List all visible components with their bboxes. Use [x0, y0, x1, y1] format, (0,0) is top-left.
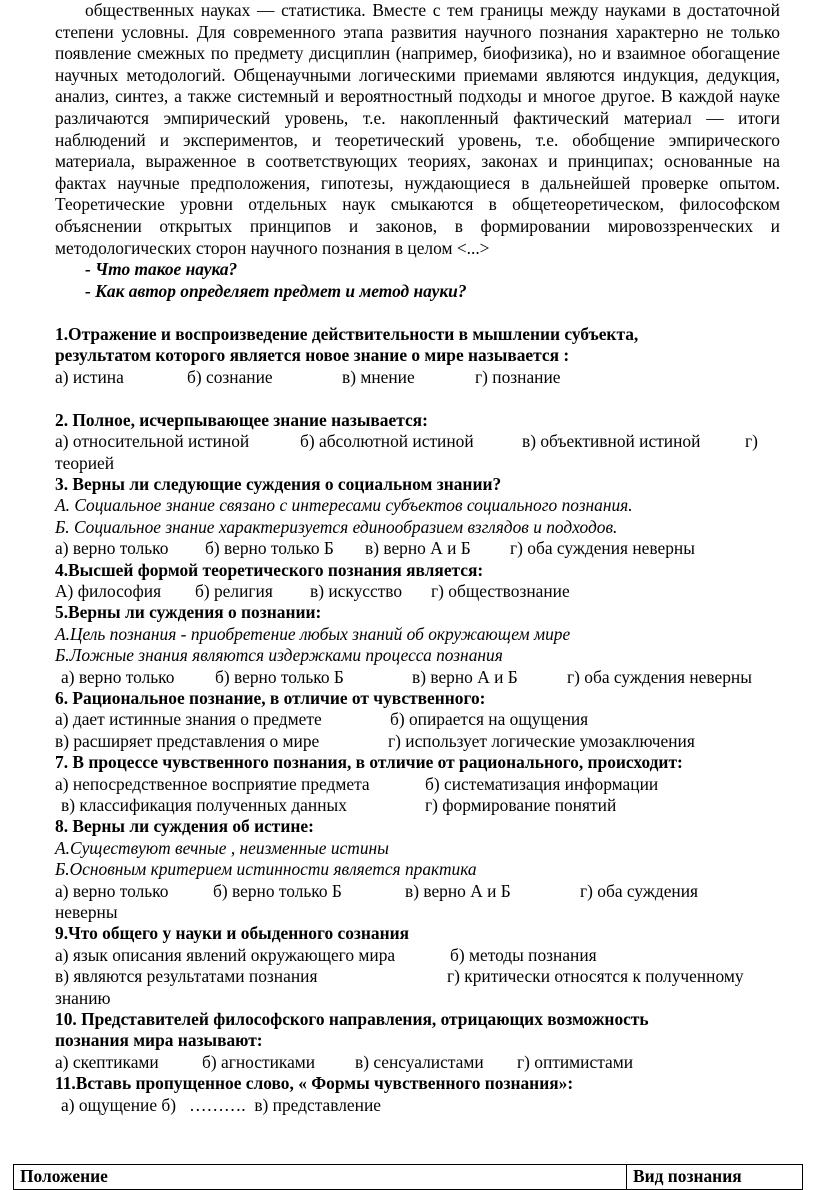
question-9-options-row2: [55, 966, 780, 987]
table-header-position: Положение: [14, 1165, 627, 1190]
option-a: а) язык описания явлений окружающего мира: [55, 944, 396, 965]
question-3-options: [55, 538, 780, 559]
question-4: [55, 560, 780, 603]
statement-b: Б.Ложные знания являются издержками процесса познания: [55, 645, 503, 666]
question-2-title: [55, 410, 780, 431]
question-6-title: 6. Рациональное познание, в отличие от чувственного:: [55, 687, 486, 708]
answer-table: [13, 1164, 803, 1190]
question-10: [55, 1009, 780, 1073]
question-1: [55, 324, 780, 388]
question-1-options: [55, 367, 780, 388]
document-page: [55, 0, 780, 1116]
option-b: б) методы познания: [450, 944, 597, 965]
statement-a: А.Цель познания - приобретение любых знаний об окружающем мире: [55, 623, 571, 644]
question-1-title-line1: 1.Отражение и воспроизведение действительности в мышлении субъекта,: [55, 323, 639, 344]
option-c: в) искусство: [310, 580, 403, 601]
intro-question-1: - Что такое наука?: [85, 259, 238, 280]
option-d: г) оба суждения неверны: [510, 538, 695, 559]
option-b: б) агностиками: [202, 1051, 316, 1072]
question-10-title-line1: 10. Представителей философского направления, отрицающих возможность: [55, 1008, 649, 1029]
table-header-knowledge-type: Вид познания: [627, 1165, 803, 1190]
statement-b: Б. Социальное знание характеризуется единообразием взглядов и подходов.: [55, 516, 618, 537]
question-3-title: 3. Верны ли следующие суждения о социальном знании?: [55, 473, 502, 494]
option-b: б) сознание: [187, 366, 273, 387]
option-c: в) верно А и Б: [365, 538, 471, 559]
question-8-title: 8. Верны ли суждения об истине:: [55, 816, 314, 837]
option-d: г) критически относятся к полученному: [447, 966, 744, 987]
question-10-options: [55, 1052, 780, 1073]
table-header-row: [14, 1165, 803, 1190]
question-2-title-text: . Полное, исчерпывающее знание называется:: [63, 409, 428, 430]
question-11-title: 11.Вставь пропущенное слово, « Формы чувственного познания»:: [55, 1073, 574, 1094]
option-d: г) оптимистами: [517, 1051, 634, 1072]
question-2-number: 2: [55, 409, 64, 430]
option-c: в) сенсуалистами: [355, 1051, 484, 1072]
question-8: [55, 816, 780, 923]
question-7-options-row1: [55, 774, 780, 795]
question-6: [55, 688, 780, 752]
option-b: б) верно только Б: [215, 666, 344, 687]
option-d-tail: теорией: [55, 452, 115, 473]
question-9-title: 9.Что общего у науки и обыденного сознания: [55, 923, 410, 944]
question-10-title-line2: познания мира называют:: [55, 1030, 263, 1051]
option-a: а) истина: [55, 366, 124, 387]
question-7-options-row2: [55, 795, 780, 816]
question-8-options: [55, 881, 780, 902]
option-b: б) абсолютной истиной: [300, 431, 474, 452]
option-d: г): [745, 431, 758, 452]
question-1-title-line2: результатом которого является новое знание о мире называется :: [55, 345, 570, 366]
option-c: в) объективной истиной: [522, 431, 701, 452]
option-a: а) верно только: [55, 880, 169, 901]
option-d-tail: знанию: [55, 987, 111, 1008]
statement-a: А. Социальное знание связано с интересами субъектов социального познания.: [55, 495, 633, 516]
option-a: а) дает истинные знания о предмете: [55, 709, 322, 730]
intro-question-2: - Как автор определяет предмет и метод науки?: [85, 280, 467, 301]
question-2: [55, 410, 780, 474]
option-a: а) верно только: [55, 538, 169, 559]
option-a: а) относительной истиной: [55, 431, 250, 452]
question-5-title: 5.Верны ли суждения о познании:: [55, 602, 322, 623]
question-9-options-row1: [55, 945, 780, 966]
statement-b: Б.Основным критерием истинности является практика: [55, 859, 477, 880]
option-d: г) обществознание: [431, 580, 570, 601]
question-2-options: [55, 431, 780, 452]
option-a: А) философия: [55, 580, 162, 601]
option-d: г) оба суждения: [580, 880, 699, 901]
option-a: а) верно только: [61, 666, 175, 687]
option-b: б) верно только Б: [213, 880, 342, 901]
option-line: а) ощущение б) ………. в) представление: [61, 1094, 381, 1115]
option-a: а) непосредственное восприятие предмета: [55, 773, 370, 794]
option-d: г) формирование понятий: [425, 794, 617, 815]
question-5: [55, 602, 780, 688]
option-c: в) верно А и Б: [412, 666, 518, 687]
question-7-title: 7. В процессе чувственного познания, в отличие от рационального, происходит:: [55, 752, 683, 773]
option-b: б) систематизация информации: [425, 773, 659, 794]
option-a: а) скептиками: [55, 1051, 159, 1072]
question-9: [55, 923, 780, 1009]
question-7: [55, 752, 780, 816]
option-c: в) верно А и Б: [405, 880, 511, 901]
option-b: б) опирается на ощущения: [390, 709, 589, 730]
option-b: б) верно только Б: [205, 538, 334, 559]
option-c: в) расширяет представления о мире: [55, 730, 320, 751]
option-b: б) религия: [195, 580, 273, 601]
option-c: в) классификация полученных данных: [61, 794, 347, 815]
intro-paragraph: общественных науках — статистика. Вместе с тем границы между науками в достаточной степени условны. Для современного этапа развития научного познания характерно не только появление смежных по предмету дисциплин (например, биофизика), но и взаимное обогащение научных методологий. Общенаучными логическими приемами являются индукция, дедукция, анализ, синтез, а также системный и вероятностный подходы и многое другое. В каждой науке различаются эмпирический уровень, т.е. накопленный фактический материал — итоги наблюдений и экспериментов, и теоретический уровень, т.е. обобщение эмпирического материала, выраженное в соответствующих теориях, законах и принципах; основанные на фактах научные предположения, гипотезы, нуждающиеся в дальнейшей проверке опытом. Теоретические уровни отдельных наук смыкаются в общетеоретическом, философском объяснении открытых принципов и законов, в формировании мировоззренческих и методологических сторон научного познания в целом <...>: [55, 0, 780, 258]
question-5-options: [55, 667, 780, 688]
question-4-options: [55, 581, 780, 602]
option-c: в) являются результатами познания: [55, 966, 318, 987]
question-6-options-row2: [55, 731, 780, 752]
question-11: [55, 1073, 780, 1116]
question-3: [55, 474, 780, 560]
option-d: г) оба суждения неверны: [567, 666, 752, 687]
option-d: г) познание: [475, 366, 561, 387]
option-d: г) использует логические умозаключения: [388, 730, 695, 751]
statement-a: А.Существуют вечные , неизменные истины: [55, 837, 389, 858]
question-11-options: [55, 1095, 780, 1116]
option-d-tail: неверны: [55, 901, 118, 922]
option-c: в) мнение: [342, 366, 415, 387]
question-4-title: 4.Высшей формой теоретического познания является:: [55, 559, 484, 580]
question-6-options-row1: [55, 709, 780, 730]
